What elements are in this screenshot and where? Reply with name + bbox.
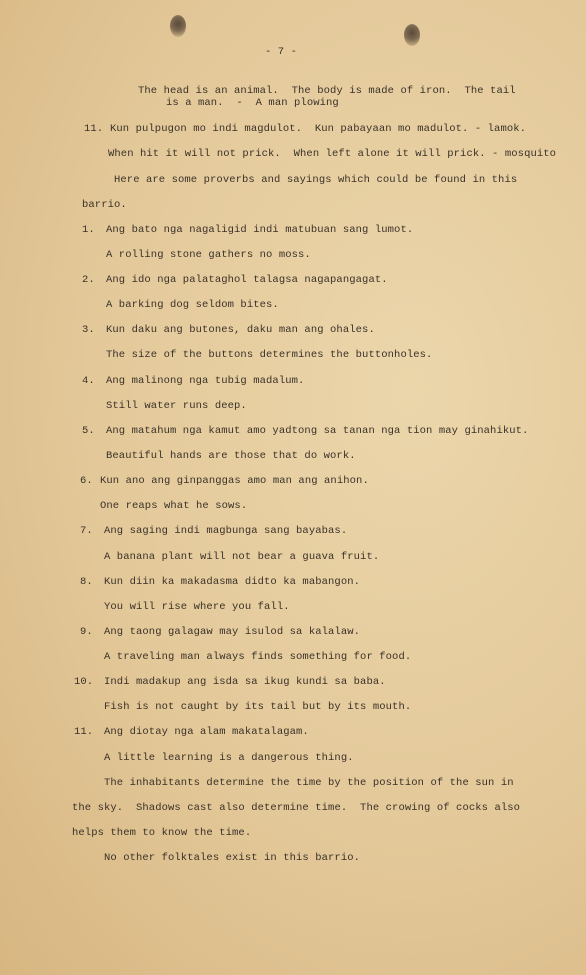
- proverb-english: Beautiful hands are those that do work.: [106, 450, 356, 462]
- proverb-english: A little learning is a dangerous thing.: [104, 752, 354, 764]
- punch-hole: [170, 15, 186, 37]
- intro-text: barrio.: [82, 199, 127, 211]
- proverb-number: 2.: [82, 274, 95, 286]
- proverb-number: 11.: [74, 726, 94, 738]
- proverb-native: Ang taong galagaw may isulod sa kalalaw.: [104, 626, 361, 638]
- proverb-number: 9.: [80, 626, 93, 638]
- proverb-native: Ang matahum nga kamut amo yadtong sa tanan nga tion may ginahikut.: [106, 425, 529, 437]
- closing-text: The inhabitants determine the time by the position of the sun in: [104, 777, 514, 789]
- proverb-number: 6.: [80, 475, 93, 487]
- proverb-number: 3.: [82, 324, 95, 336]
- proverb-number: 7.: [80, 525, 93, 537]
- proverb-number: 8.: [80, 576, 93, 588]
- proverb-native: Ang ido nga palataghol talagsa nagapangagat.: [106, 274, 388, 286]
- proverb-english: A barking dog seldom bites.: [106, 299, 279, 311]
- proverb-english: Fish is not caught by its tail but by its mouth.: [104, 701, 412, 713]
- proverb-native: Ang bato nga nagaligid indi matubuan sang lumot.: [106, 224, 414, 236]
- riddle-native: Kun pulpugon mo indi magdulot. Kun pabayaan mo madulot. - lamok.: [110, 123, 527, 135]
- proverb-native: Kun daku ang butones, daku man ang ohales.: [106, 324, 375, 336]
- proverb-native: Ang saging indi magbunga sang bayabas.: [104, 525, 348, 537]
- riddle-english: When hit it will not prick. When left alone it will prick. - mosquito: [108, 148, 557, 160]
- closing-text: No other folktales exist in this barrio.: [104, 852, 361, 864]
- proverb-number: 4.: [82, 375, 95, 387]
- proverb-number: 5.: [82, 425, 95, 437]
- page-number: - 7 -: [265, 46, 298, 58]
- punch-hole: [404, 24, 420, 46]
- proverb-native: Ang malinong nga tubig madalum.: [106, 375, 305, 387]
- riddle-number: 11.: [84, 123, 104, 135]
- proverb-english: The size of the buttons determines the buttonholes.: [106, 349, 433, 361]
- proverb-number: 10.: [74, 676, 94, 688]
- riddle-text: The head is an animal. The body is made of iron. The tail: [138, 85, 516, 97]
- proverb-english: One reaps what he sows.: [100, 500, 248, 512]
- riddle-text: is a man. - A man plowing: [166, 97, 339, 109]
- closing-text: helps them to know the time.: [72, 827, 252, 839]
- intro-text: Here are some proverbs and sayings which could be found in this: [114, 174, 518, 186]
- proverb-english: A rolling stone gathers no moss.: [106, 249, 311, 261]
- proverb-english: A banana plant will not bear a guava fruit.: [104, 551, 380, 563]
- proverb-english: You will rise where you fall.: [104, 601, 290, 613]
- proverb-english: Still water runs deep.: [106, 400, 247, 412]
- closing-text: the sky. Shadows cast also determine time. The crowing of cocks also: [72, 802, 521, 814]
- proverb-number: 1.: [82, 224, 95, 236]
- proverb-english: A traveling man always finds something for food.: [104, 651, 412, 663]
- proverb-native: Indi madakup ang isda sa ikug kundi sa baba.: [104, 676, 386, 688]
- proverb-native: Ang diotay nga alam makatalagam.: [104, 726, 309, 738]
- proverb-native: Kun ano ang ginpanggas amo man ang anihon.: [100, 475, 369, 487]
- proverb-native: Kun diin ka makadasma didto ka mabangon.: [104, 576, 361, 588]
